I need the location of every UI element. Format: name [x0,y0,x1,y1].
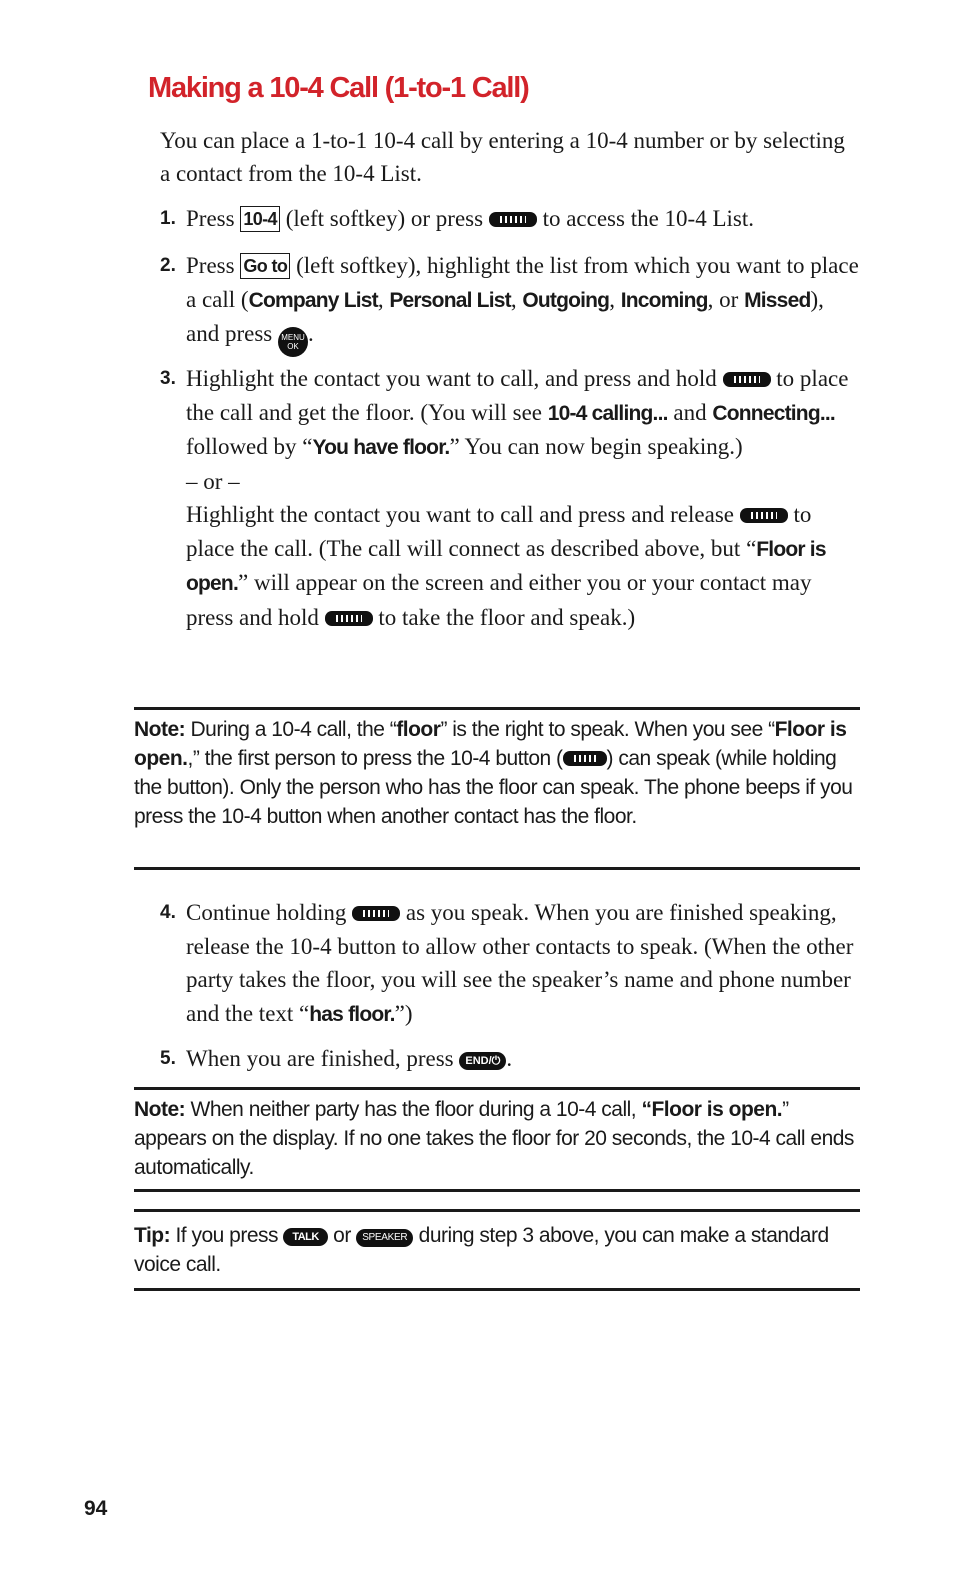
step-text: ” You can now begin speaking.) [449,434,743,459]
screen-text-has-floor: has floor. [309,1002,395,1026]
step-text: Continue holding [186,900,353,925]
speaker-button-icon: SPEAKER [356,1229,413,1247]
step-number: 3. [160,368,176,389]
tip-text: or [327,1224,357,1247]
step-number: 4. [160,902,176,923]
ok-label: OK [287,342,299,351]
note-term-floor: floor [396,718,441,741]
step-5 [160,1042,860,1076]
tip-box [134,1209,860,1291]
step-text: as you speak. When you are finished speaking, release the 10-4 button to allow other contacts to speak. (When the other party takes the floor, you will see the speaker’s name and phone number and the text “ [186,900,854,1026]
end-power-button-icon: END/⏻ [459,1052,506,1070]
step-text: to take the floor and speak.) [372,604,636,630]
separator: , [609,286,621,312]
step-text: ), and press [186,286,824,346]
note-text: When neither party has the floor during a 10-4 call, [185,1098,642,1121]
ptt-button-icon [325,611,373,626]
step-text: to access the 10-4 List. [536,206,754,231]
step-text: ” will appear on the screen and either you or your contact may press and hold [186,570,812,630]
note-box-floor [134,707,860,870]
step-text: When you are finished, press [186,1046,460,1071]
separator: , [510,286,523,312]
menu-term-company-list: Company List [248,288,378,312]
intro-paragraph: You can place a 1-to-1 10-4 call by entering a 10-4 number or by selecting a contact from the 10-4 List. [160,128,845,186]
menu-term-incoming: Incoming [620,288,708,312]
step-text: Highlight the contact you want to call, and press and hold [186,366,723,391]
separator: , or [707,286,745,312]
step-text: (left softkey) or press [279,206,489,231]
step-text: (left softkey), highlight the list from which you want to place a call ( [186,253,859,312]
softkey-10-4: 10-4 [240,206,280,232]
page-title: Making a 10-4 Call (1-to-1 Call) [148,72,529,104]
step-3 [160,362,860,634]
step-text: Press [186,253,241,278]
step-text: ”) [394,1000,413,1026]
ptt-button-icon [489,212,537,227]
note-label: Note: [134,718,186,741]
ptt-button-icon [723,372,771,387]
menu-label: MENU [281,333,305,342]
note-text: During a 10-4 call, the “ [185,718,397,741]
step-text: . [506,1046,513,1071]
screen-text-floor-is-open: Floor is open. [186,537,826,595]
tip-text: during step 3 above, you can make a standard voice call. [134,1224,829,1276]
menu-term-personal-list: Personal List [389,288,511,312]
note-term-floor-is-open: “Floor is open. [641,1098,783,1121]
separator: , [377,286,390,312]
step-number: 5. [160,1048,176,1069]
or-separator: – or – [186,468,240,494]
ptt-button-icon [563,751,607,766]
step-text: . [307,321,314,346]
step-text: Highlight the contact you want to call and press and release [186,502,740,527]
menu-ok-button-icon [278,327,308,357]
tip-text: If you press [170,1224,284,1247]
step-text: to place the call and get the floor. (You will see [186,366,849,425]
note-text: ) can speak (while holding the button). Only the person who has the floor can speak. The phone beeps if you press the 10-4 button when another contact has the floor. [134,747,853,828]
menu-term-outgoing: Outgoing [522,288,610,312]
page-number: 94 [84,1497,108,1520]
step-text: and [667,399,713,425]
menu-term-missed: Missed [744,288,811,312]
note-text: ” appears on the display. If no one takes the floor for 20 seconds, the 10-4 call ends automatically. [134,1098,854,1179]
note-text: ,” the first person to press the 10-4 button ( [187,747,563,770]
ptt-button-icon [740,508,788,523]
step-text: Press [186,206,241,231]
note-label: Note: [134,1098,186,1121]
step-number: 1. [160,208,176,229]
tip-label: Tip: [134,1224,171,1247]
note-text: ” is the right to speak. When you see “ [440,718,775,741]
note-term-floor-is-open: Floor is open. [134,718,847,770]
step-4 [160,896,860,1031]
talk-button-icon: TALK [283,1228,328,1246]
softkey-go-to: Go to [240,253,290,279]
note-box-floor-timeout [134,1087,860,1192]
ptt-button-icon [352,906,400,921]
step-1 [160,202,860,236]
screen-text-connecting: Connecting... [712,401,835,425]
screen-text-10-4-calling: 10-4 calling... [547,401,668,425]
screen-text-you-have-floor: You have floor. [312,436,450,459]
step-2 [160,249,860,357]
step-text: to place the call. (The call will connect as described above, but “ [186,502,812,561]
step-number: 2. [160,255,176,276]
step-text: followed by “ [186,434,313,459]
